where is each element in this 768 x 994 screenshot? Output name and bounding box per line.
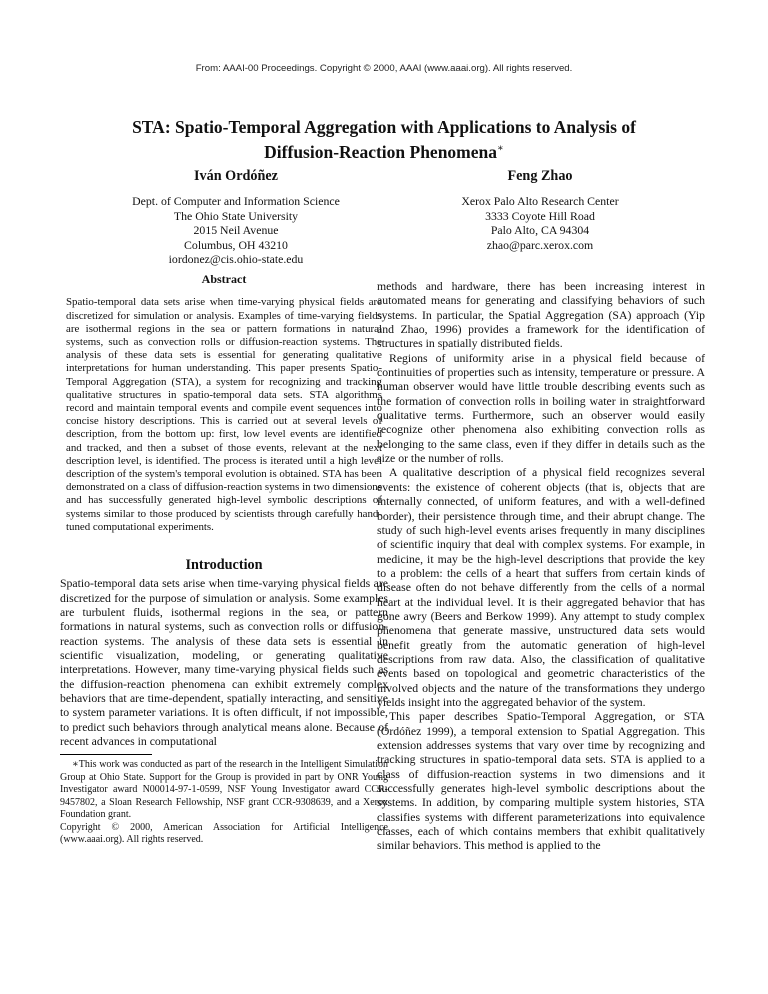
right-column [377, 280, 705, 854]
left-column [60, 264, 388, 846]
affiliation-line: Xerox Palo Alto Research Center [461, 194, 619, 208]
copyright-header-note: From: AAAI-00 Proceedings. Copyright © 2000, AAAI (www.aaai.org). All rights reserved. [195, 63, 573, 74]
paper-title [60, 117, 708, 163]
author-block-zhao [390, 168, 690, 252]
affiliation-line: Palo Alto, CA 94304 [490, 223, 590, 237]
copyright-footnote: Copyright © 2000, American Association for Artificial Intelligence (www.aaai.org). All rights reserved. [60, 821, 388, 845]
affiliation-line: The Ohio State University [173, 208, 299, 223]
body-paragraph: This paper describes Spatio-Temporal Aggregation, or STA (Ordóñez 1999), a temporal extension to Spatial Aggregation. This extension addresses systems that vary over time by recognizing and tracking structures in spatio-temporal data sets. STA is applied to a class of diffusion-reaction systems in two dimensions and it successfully generates high-level symbolic descriptions about the systems. In addition, by comparing multiple system histories, STA classifies systems with different parameterizations into equivalence classes, each of which contains members that exhibit qualitatively similar behaviors. This method is applied to the [377, 710, 705, 853]
abstract-body: Spatio-temporal data sets arise when time-varying physical fields are discretized for simulation or analysis. Examples of time-varying fields are isothermal regions in the sea or pattern formations in natural systems, such as convection rolls or diffusion-reaction systems. The analysis of these data sets is essential for generating qualitative interpretations for human understanding. This paper presents Spatio-Temporal Aggregation (STA), a system for recognizing and tracking qualitative structures in spatio-temporal data sets. STA algorithms record and maintain temporal events and compile event sequences into concise history descriptions. This is carried out at several levels of description, from the bottom up: first, low level events are identified and tracked, and then a subset of those events, relevant at the next description level, is identified. The process is iterated until a high level description of the system's temporal evolution is obtained. STA has been demonstrated on a class of diffusion-reaction systems in two dimensions and has successfully generated high-level symbolic descriptions of systems similar to those produced by scientists through carefully hand-tuned computational experiments. [66, 296, 382, 533]
author-name: Feng Zhao [507, 168, 573, 184]
footnote-mark: ∗ [497, 143, 504, 154]
author-name: Iván Ordóñez [194, 168, 278, 184]
body-paragraph: Regions of uniformity arise in a physical field because of continuities of properties such as intensity, temperature or pressure. A human observer would have little trouble describing events such as the formation of convection rolls in boiling water in straightforward qualitative terms. Furthermore, such an observer would easily recognize other phenomena also exhibiting convection rolls as belonging to the same class, even if they differ in details such as the size or the number of rolls. [377, 351, 705, 466]
footnote-divider [60, 754, 152, 755]
affiliation-line: Columbus, OH 43210 [184, 237, 288, 252]
body-paragraph: A qualitative description of a physical field recognizes several events: the existence of coherent objects (that is, objects that are internally connected, of uniform features, and with a well-defined border), their persistence through time, and their abrupt change. The study of such high-level events arises frequently in many disciplines of scientific inquiry that deal with complex systems. For example, in medicine, it may be the high-level descriptions that provide the key to a problem: the cells of a heart that suffers from certain kinds of disease often do not behave differently from the cells of a normal heart at the individual level. It is their aggregated behavior that has gone awry (Beers and Berkow 1999). Any attempt to study complex phenomena that generate massive, unstructured data sets would benefit greatly from the automatic generation of high-level descriptions from raw data. Also, the classification of qualitative events based on topological and geometric characteristics of the involved objects and the nature of the transformations they undergo yields insight into the aggregated behavior of the system. [377, 466, 705, 709]
author-email: iordonez@cis.ohio-state.edu [168, 252, 304, 266]
author-block-ordonez [86, 168, 386, 267]
author-email: zhao@parc.xerox.com [486, 237, 594, 252]
intro-paragraph: Spatio-temporal data sets arise when time-varying physical fields are discretized for the purpose of simulation or analysis. Some examples are turbulent fluids, isothermal regions in the sea, or pattern formations in natural systems, such as convection rolls or diffusion-reaction systems. The analysis of these data sets is essential in scientific visualization, modeling, or generating qualitative interpretations. However, many time-varying physical fields such as the diffusion-reaction phenomena can exhibit extremely complex behaviors that are time-dependent, spatially interacting, and sensitive to system parameter variations. It is often difficult, if not impossible, to predict such behaviors through analytical means alone. Because of recent advances in computational [60, 577, 388, 749]
affiliation-line: 3333 Coyote Hill Road [485, 208, 595, 223]
author-affiliation [390, 194, 690, 252]
body-paragraph: methods and hardware, there has been increasing interest in automated means for generating and classifying behaviors of such systems. In particular, the Spatial Aggregation (SA) approach (Yip and Zhao, 1996) provides a framework for the identification of structures in spatially distributed fields. [377, 280, 705, 351]
abstract-heading: Abstract [201, 272, 247, 286]
funding-footnote: ∗This work was conducted as part of the research in the Intelligent Simulation Group at Ohio State. Support for the Group is provided in part by ONR Young Investigator award N00014-97-1-0599, NSF Young Investigator award CCR-9457802, a Sloan Research Fellowship, NSF grant CCR-9308639, and a Xerox Foundation grant. [60, 759, 388, 821]
title-line-2: Diffusion-Reaction Phenomena∗ [264, 141, 504, 162]
introduction-heading: Introduction [185, 557, 263, 573]
title-line-1: STA: Spatio-Temporal Aggregation with Applications to Analysis of [132, 117, 636, 137]
author-affiliation [86, 194, 386, 267]
affiliation-line: 2015 Neil Avenue [193, 223, 279, 237]
affiliation-line: Dept. of Computer and Information Science [132, 194, 340, 208]
